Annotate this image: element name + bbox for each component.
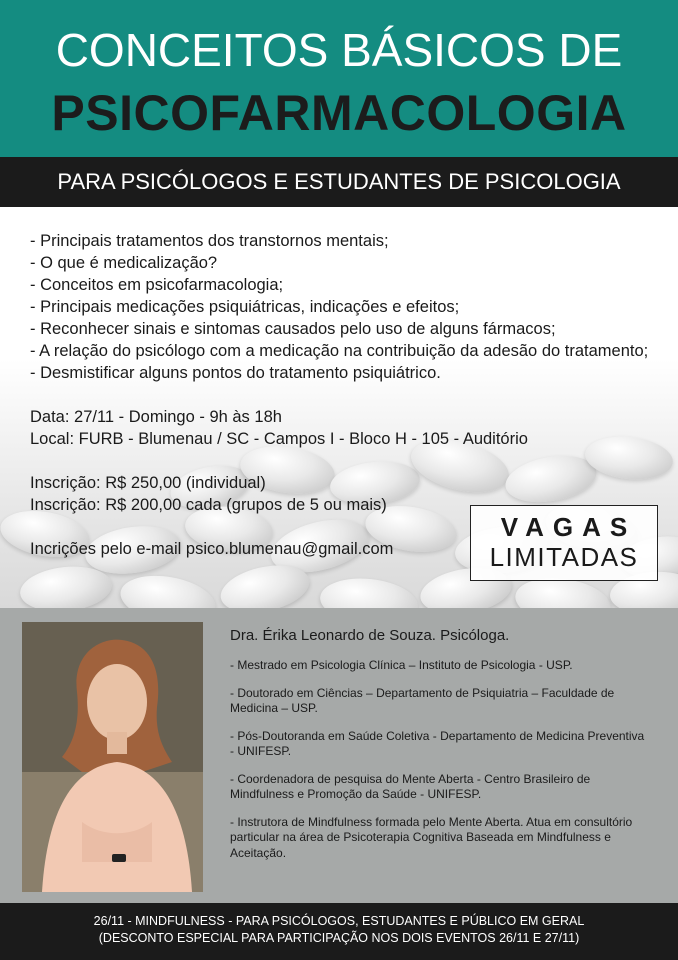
topic-list	[30, 230, 660, 384]
title-line-1: CONCEITOS BÁSICOS DE	[55, 24, 623, 76]
topic-item: - Principais medicações psiquiátricas, indicações e efeitos;	[30, 298, 460, 316]
topic-item: - A relação do psicólogo com a medicação na contribuição da adesão do tratamento;	[30, 342, 649, 360]
fee-individual: Inscrição: R$ 250,00 (individual)	[30, 474, 266, 492]
header-banner	[0, 0, 678, 157]
subtitle-bar: PARA PSICÓLOGOS E ESTUDANTES DE PSICOLOGIA	[0, 157, 678, 207]
footer-line-2: (DESCONTO ESPECIAL PARA PARTICIPAÇÃO NOS DOIS EVENTOS 26/11 E 27/11)	[98, 931, 580, 945]
limited-spots-badge	[470, 505, 658, 581]
footer-bar	[0, 903, 678, 960]
topic-item: - Conceitos em psicofarmacologia;	[30, 276, 284, 294]
title-line-2: PSICOFARMACOLOGIA	[51, 85, 627, 141]
bio-item: - Coordenadora de pesquisa do Mente Aberta - Centro Brasileiro de Mindfulness e Promoção da Saúde - UNIFESP.	[230, 771, 591, 801]
bio-item: - Pós-Doutoranda em Saúde Coletiva - Departamento de Medicina Preventiva - UNIFESP.	[230, 728, 645, 758]
bio-item: - Mestrado em Psicologia Clínica – Instituto de Psicologia - USP.	[230, 658, 573, 672]
topic-item: - O que é medicalização?	[30, 254, 218, 272]
speaker-bio	[230, 626, 648, 873]
bio-item: - Doutorado em Ciências – Departamento de Psiquiatria – Faculdade de Medicina – USP.	[230, 685, 615, 715]
badge-line-2: LIMITADAS	[489, 542, 639, 572]
event-location: Local: FURB - Blumenau / SC - Campos I - Bloco H - 105 - Auditório	[30, 430, 528, 448]
badge-line-1: VAGAS	[500, 512, 637, 542]
topic-item: - Reconhecer sinais e sintomas causados pelo uso de alguns fármacos;	[30, 320, 556, 338]
topic-item: - Principais tratamentos dos transtornos mentais;	[30, 232, 389, 250]
speaker-section	[0, 608, 678, 903]
bio-item: - Instrutora de Mindfulness formada pelo Mente Aberta. Atua em consultório particular na área de Psicoterapia Cognitiva Baseada em Mindfulness e Aceitação.	[230, 814, 633, 860]
speaker-name: Dra. Érika Leonardo de Souza. Psicóloga.	[230, 627, 510, 644]
footer-line-1: 26/11 - MINDFULNESS - PARA PSICÓLOGOS, ESTUDANTES E PÚBLICO EM GERAL	[93, 914, 585, 928]
fee-group: Inscrição: R$ 200,00 cada (grupos de 5 ou mais)	[30, 496, 387, 514]
speaker-photo	[22, 622, 203, 892]
event-date: Data: 27/11 - Domingo - 9h às 18h	[30, 408, 282, 426]
contact-email: Incrições pelo e-mail psico.blumenau@gmail.com	[30, 540, 394, 558]
topic-item: - Desmistificar alguns pontos do tratamento psiquiátrico.	[30, 364, 441, 382]
speaker-portrait	[22, 622, 203, 892]
